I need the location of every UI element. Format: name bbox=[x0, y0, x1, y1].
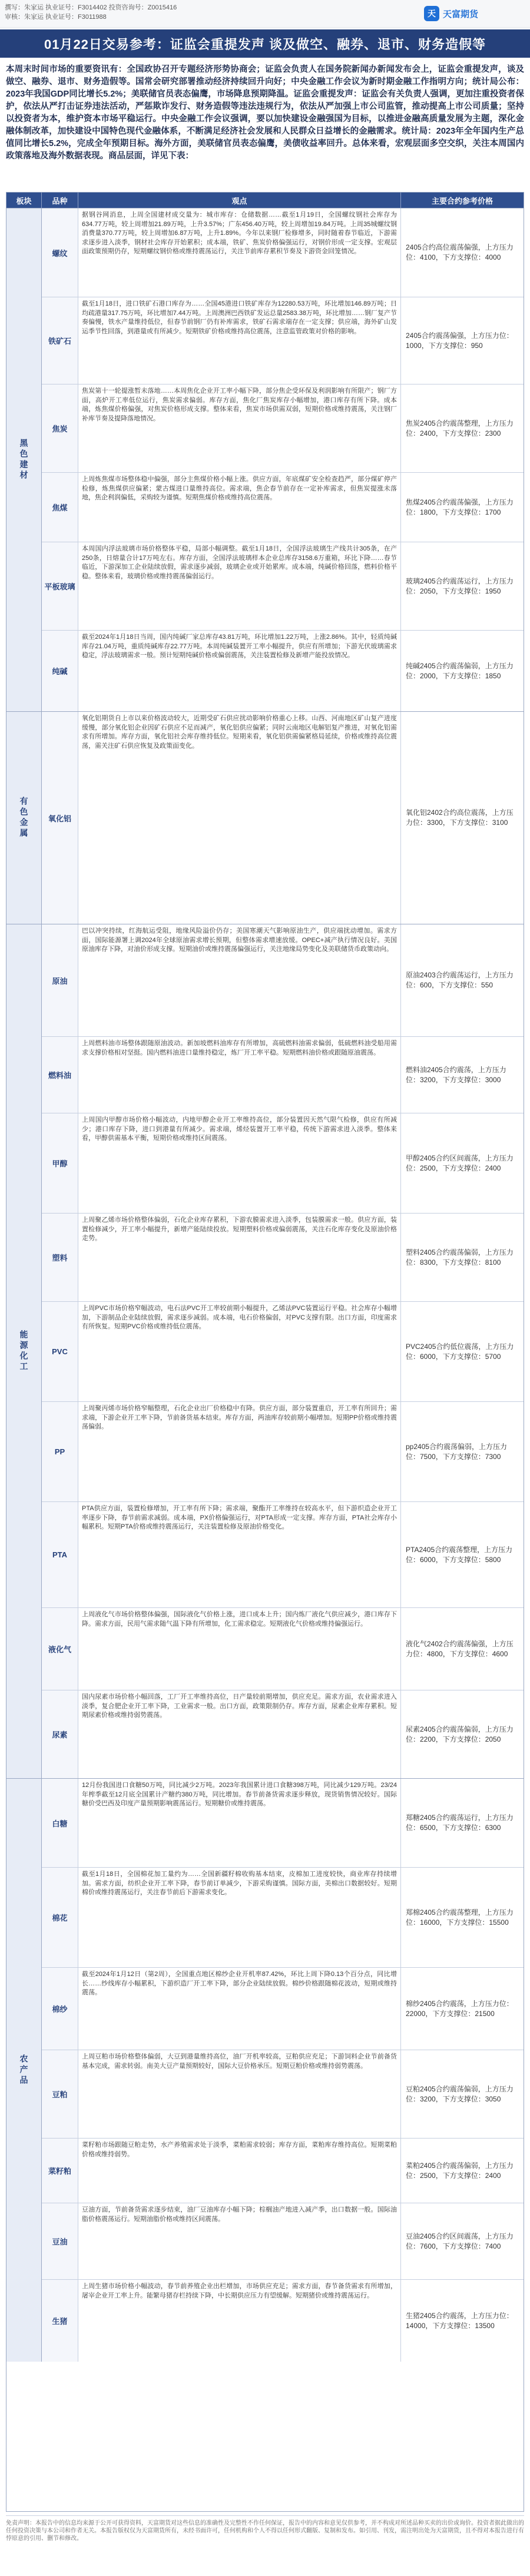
commodity-name: 液化气 bbox=[42, 1608, 78, 1690]
table-row bbox=[42, 1401, 524, 1501]
commodity-table bbox=[6, 192, 524, 2512]
table-row bbox=[42, 384, 524, 472]
commodity-price-reference: 甲醇2405合约区间震荡，上方压力位：2500，下方支撑位：2400 bbox=[406, 1153, 514, 1172]
commodity-name: 甲醇 bbox=[42, 1113, 78, 1213]
commodity-name: 燃料油 bbox=[42, 1037, 78, 1113]
credential-line-2: 审核：朱家运 执业证号：F3011988 bbox=[5, 14, 107, 21]
commodity-price-reference: 焦炭2405合约震荡整理，上方压力位：2400，下方支撑位：2300 bbox=[406, 419, 514, 437]
commodity-view: 巴以冲突持续，红海航运受阻，地缘风险溢价仍存；美国寒潮天气影响原油生产，供应端扰动增加。需求方面，国际能源署上调2024年全球原油需求增长预期，但整体需求增速放缓。OPEC+减产执行情况良好。美国原油库存下降，对油价形成支撑。短期油价或维持震荡偏强运行，关注地缘局势变化及美联储货币政策动向。 bbox=[78, 924, 401, 1036]
header-sector: 板块 bbox=[6, 193, 42, 208]
logo-mark-icon: 天 bbox=[424, 6, 439, 21]
header-item: 品种 bbox=[42, 193, 78, 208]
table-row bbox=[42, 2279, 524, 2362]
commodity-name: 焦炭 bbox=[42, 384, 78, 472]
commodity-price-reference: PVC2405合约低位震荡，上方压力位：6000，下方支撑位：5700 bbox=[406, 1342, 514, 1361]
commodity-name: 原油 bbox=[42, 924, 78, 1036]
commodity-view: 截至2024年1月18日当周，国内纯碱厂家总库存43.81万吨，环比增加1.22万吨，上涨2.86%。其中，轻质纯碱库存21.04万吨，重质纯碱库存22.77万吨。本周纯碱装置开工率小幅提升，供应有所增加；下游光伏玻璃需求稳定，浮法玻璃需求一般。预计短期纯碱价格或偏弱震荡，关注装置检修及新增产能投放情况。 bbox=[78, 631, 401, 711]
commodity-view: 菜籽粕市场跟随豆粕走势，水产养殖需求处于淡季，菜粕需求较弱；库存方面，菜粕库存维持高位。短期菜粕价格或维持弱势。 bbox=[78, 2139, 401, 2203]
commodity-view: 上周聚乙烯市场价格整体偏弱，石化企业库存累积，下游农膜需求进入淡季，包装膜需求一般。供应方面，装置检修减少，开工率小幅提升，新增产能陆续投放。短期塑料价格或偏弱震荡，关注石化库存变化及原油价格走势。 bbox=[78, 1214, 401, 1301]
header-view: 观点 bbox=[78, 193, 401, 208]
table-row bbox=[42, 1967, 524, 2050]
commodity-price-reference: 豆油2405合约区间震荡，上方压力位：7600，下方支撑位：7400 bbox=[406, 2232, 514, 2250]
commodity-price-reference: PTA2405合约震荡整理，上方压力位：6000，下方支撑位：5800 bbox=[406, 1545, 513, 1564]
commodity-name: 塑料 bbox=[42, 1214, 78, 1301]
commodity-price-reference: 燃料油2405合约震荡，上方压力位：3200，下方支撑位：3000 bbox=[406, 1065, 506, 1084]
commodity-price-reference: 塑料2405合约震荡偏弱，上方压力位：8300，下方支撑位：8100 bbox=[406, 1248, 514, 1267]
commodity-name: PVC bbox=[42, 1302, 78, 1401]
commodity-name: 白糖 bbox=[42, 1779, 78, 1867]
table-row bbox=[42, 1607, 524, 1690]
commodity-view: 上周聚丙烯市场价格窄幅整理，石化企业出厂价格稳中有降。供应方面，部分装置重启，开工率有所回升；需求端，下游企业开工率下降，节前备货基本结束。库存方面，两油库存较前期小幅增加。短期PP价格或维持震荡偏弱。 bbox=[78, 1402, 401, 1501]
commodity-view: 上周燃料油市场整体跟随原油波动。新加坡燃料油库存有所增加，高硫燃料油需求偏弱，低硫燃料油受船用需求支撑价格相对坚挺。国内燃料油进口量维持稳定，炼厂开工率平稳。短期燃料油价格或跟随原油震荡。 bbox=[78, 1037, 401, 1113]
commodity-price-reference: 原油2403合约震荡运行，上方压力位：600，下方支撑位：550 bbox=[406, 971, 514, 989]
table-row bbox=[42, 2203, 524, 2279]
table-row bbox=[42, 1501, 524, 1607]
commodity-name: 生猪 bbox=[42, 2280, 78, 2362]
commodity-name: 棉纱 bbox=[42, 1968, 78, 2050]
commodity-view: 截至1月18日，全国棉花加工量约为……全国新疆籽棉收购基本结束，皮棉加工进度较快，商业库存持续增加。需求方面，纺织企业开工率下降，春节前订单减少，下游采购谨慎。国际方面，美棉出口数据较好。短期棉价或维持震荡运行，关注春节前后下游需求变化。 bbox=[78, 1868, 401, 1967]
table-row bbox=[42, 2050, 524, 2138]
commodity-name: 螺纹 bbox=[42, 208, 78, 297]
commodity-view: 上周国内甲醇市场价格小幅波动，内地甲醇企业开工率维持高位，部分装置因天然气限气检修，供应有所减少；港口库存下降，进口到港量有所减少。需求端，烯烃装置开工率平稳，传统下游需求进入淡季。整体来看，甲醇供需基本平衡，短期价格或维持区间震荡。 bbox=[78, 1113, 401, 1213]
commodity-name: 菜籽粕 bbox=[42, 2139, 78, 2203]
commodity-price-reference: 氧化铝2402合约高位震荡，上方压力位：3300，下方支撑位：3100 bbox=[406, 808, 514, 827]
table-row bbox=[42, 1213, 524, 1301]
table-row bbox=[42, 2138, 524, 2203]
table-header bbox=[6, 193, 524, 208]
commodity-price-reference: 尿素2405合约震荡偏弱，上方压力位：2200，下方支撑位：2050 bbox=[406, 1725, 514, 1743]
commodity-name: 平板玻璃 bbox=[42, 542, 78, 630]
sector-label: 能源化工 bbox=[6, 924, 42, 1778]
commodity-name: 氧化铝 bbox=[42, 712, 78, 924]
commodity-name: PTA bbox=[42, 1502, 78, 1607]
sector-label: 农产品 bbox=[6, 1779, 42, 2362]
commodity-view: 国内尿素市场价格小幅回落，工厂开工率维持高位，日产量较前期增加，供应充足。需求方面，农业需求进入淡季，复合肥企业开工率下降，工业需求一般。出口方面，政策限制仍存。库存方面，尿素企业库存累积。短期尿素价格或维持弱势震荡。 bbox=[78, 1690, 401, 1778]
sector-label: 黑色建材 bbox=[6, 208, 42, 711]
commodity-name: 铁矿石 bbox=[42, 297, 78, 384]
table-row bbox=[42, 208, 524, 297]
disclaimer: 免责声明：本报告中的信息均来源于公开可获得资料，天富期货对这些信息的准确性及完整性不作任何保证，报告中的内容和意见仅供参考，并不构成对所述品种买卖的出价或询价。投资者据此做出的任何投资决策与本公司和作者无关。本报告版权仅为天富期货所有，未经书面许可，任何机构和个人不得以任何形式翻版、复制和发布。如引用、刊发，需注明出处为天富期货，且不得对本报告进行有悖原意的引用、删节和修改。 bbox=[6, 2515, 524, 2572]
intro-paragraph: 本周末时间市场的重要资讯有：全国政协召开专题经济形势协商会；证监会负责人在国务院新闻办新闻发布会上，证监会重提发声，谈及做空、融券、退市、财务造假等。国常会研究部署推动经济持续回升向好；中央金融工作会议为新时期金融工作指明方向；统计局公布：2023年我国GDP同比增长5.2%；美联储官员表态偏鹰，市场降息预期降温。证监会重提发声：证监会有关负责人强调，更加注重投资者保护，依法从严打击证券违法活动，严惩欺诈发行、财务造假等违法违规行为，依法从严加强上市公司监管，推动提高上市公司质量；坚持以投资者为本，维护资本市场平稳运行。中央金融工作会议强调，要以加快建设金融强国为目标，以推进金融高质量发展为主题，深化金融体制改革，加快建设中国特色现代金融体系，不断满足经济社会发展和人民群众日益增长的金融需求。统计局：2023年全年国内生产总值同比增长5.2%，完成全年预期目标。海外方面，美联储官员表态偏鹰，美债收益率回升。总体来看，宏观层面多空交织，关注本周国内政策落地及海外数据表现。商品层面，详见下表： bbox=[6, 65, 524, 161]
table-row bbox=[42, 1867, 524, 1967]
table-row bbox=[42, 712, 524, 924]
commodity-view: 氧化铝期货自上市以来价格波动较大，近期受矿石供应扰动影响价格重心上移。山西、河南地区矿山复产进度缓慢，部分氧化铝企业因矿石供应不足而减产，氧化铝供应偏紧；同时云南地区电解铝复产推进，对氧化铝需求有所增加。库存方面，氧化铝社会库存维持低位。短期来看，氧化铝供需偏紧格局延续，价格或维持高位震荡，需关注矿石供应恢复及政策面变化。 bbox=[78, 712, 401, 924]
logo-text: 天富期货 bbox=[443, 9, 479, 19]
sector-rows bbox=[42, 924, 524, 1778]
commodity-price-reference: 生猪2405合约震荡，上方压力位：14000，下方支撑位：13500 bbox=[406, 2311, 514, 2330]
commodity-name: 焦煤 bbox=[42, 473, 78, 542]
table-row bbox=[42, 542, 524, 630]
commodity-view: 本周国内浮法玻璃市场价格整体平稳，局部小幅调整。截至1月18日，全国浮法玻璃生产线共计305条，在产250条，日熔量合计17万吨左右。库存方面，全国浮法玻璃样本企业总库存3158.6万重箱，环比下降……春节临近，下游深加工企业陆续放假，需求逐步减弱，玻璃企业或开始累库。成本端，纯碱价格回落，燃料价格平稳。整体来看，玻璃价格或维持震荡偏弱运行。 bbox=[78, 542, 401, 630]
commodity-view: 豆油方面，节前备货需求逐步结束，油厂豆油库存小幅下降；棕榈油产地进入减产季，出口数据一般。国际油脂价格震荡运行。短期油脂价格或维持区间震荡。 bbox=[78, 2203, 401, 2279]
table-row bbox=[42, 924, 524, 1036]
commodity-view: 12月份我国进口食糖50万吨，同比减少2万吨。2023年我国累计进口食糖398万吨，同比减少129万吨。23/24年榨季截至12月底全国累计产糖约380万吨，同比增加。春节前备货需求逐步释放，现货销售情况较好。国际糖价受巴西及印度产量预期影响震荡运行。短期糖价或维持震荡。 bbox=[78, 1779, 401, 1867]
commodity-price-reference: 郑棉2405合约震荡整理，上方压力位：16000，下方支撑位：15500 bbox=[406, 1908, 514, 1927]
sector-rows bbox=[42, 1779, 524, 2362]
commodity-price-reference: pp2405合约震荡偏弱，上方压力位：7500，下方支撑位：7300 bbox=[406, 1442, 508, 1461]
commodity-view: 据钢谷网消息，上周全国建材成交量为：城市库存：仓储数据……截至1月19日，全国螺纹钢社会库存为634.77万吨，较上周增加21.89万吨，上升3.57%；广东456.40万吨，较上周增加19.84万吨。上周35城螺纹钢消费量370.77万吨，较上周增加6.87万吨，上升1.89%。今年以来钢厂检修增多，同时随着春节临近，下游需求逐步进入淡季，钢材社会库存开始累积；成本端，铁矿、焦炭价格偏强运行，对钢价形成一定支撑。宏观层面政策预期仍存，短期螺纹钢价格或维持震荡运行，关注节前库存累积节奏及下游资金回笼情况。 bbox=[78, 208, 401, 297]
commodity-view: 截至2024年1月12日（第2周），全国重点地区棉纱企业开机率87.42%，环比上周下降0.13个百分点，同比增长……纱线库存小幅累积，下游织造厂开工率下降，部分企业陆续放假。棉纱价格跟随棉花波动，短期或维持震荡。 bbox=[78, 1968, 401, 2050]
sector-block bbox=[6, 208, 524, 711]
commodity-price-reference: 菜粕2405合约震荡偏弱，上方压力位：2500，下方支撑位：2400 bbox=[406, 2161, 514, 2180]
table-row bbox=[42, 297, 524, 384]
commodity-view: 上周生猪市场价格小幅波动，春节前养殖企业出栏增加，市场供应充足；需求方面，春节备货需求有所增加，屠宰企业开工率上升。能繁母猪存栏持续下降，中长期供应压力有望缓解。短期猪价或维持震荡运行。 bbox=[78, 2280, 401, 2362]
commodity-price-reference: 纯碱2405合约震荡偏弱，上方压力位：2000，下方支撑位：1850 bbox=[406, 661, 514, 680]
sector-block bbox=[6, 924, 524, 1778]
commodity-view: 焦炭第十一轮提涨暂未落地……本周焦化企业开工率小幅下降，部分焦企受环保及利润影响有所限产；钢厂方面，高炉开工率低位运行，焦炭需求偏弱。库存方面，焦化厂焦炭库存小幅增加，港口库存有所下降。成本端，炼焦煤价格偏强，对焦炭价格形成支撑。整体来看，焦炭市场供需双弱，短期价格或维持震荡，关注钢厂补库节奏及提降落地情况。 bbox=[78, 384, 401, 472]
commodity-price-reference: 2405合约高位震荡偏强，上方压力位：4100，下方支撑位：4000 bbox=[406, 243, 514, 261]
sector-label: 有色金属 bbox=[6, 712, 42, 924]
commodity-view: 截至1月18日，进口铁矿石港口库存为……全国45港进口铁矿库存为12280.53万吨，环比增加146.89万吨；日均疏港量317.75万吨，环比增加7.44万吨。上周澳洲巴西铁矿发运总量2583.38万吨，环比增加……钢厂复产节奏偏慢，铁水产量维持低位，但春节前钢厂仍有补库需求，铁矿石需求端存在一定支撑；供应端，海外矿山发运季节性回落，到港量或有所减少。短期铁矿价格或维持高位震荡，注意监管政策对价格的影响。 bbox=[78, 297, 401, 384]
table-body bbox=[6, 208, 524, 2362]
credential-line-1: 撰写：朱家运 执业证号：F3014402 投资咨询号：Z0015416 bbox=[5, 4, 177, 11]
table-row bbox=[42, 630, 524, 711]
sector-rows bbox=[42, 712, 524, 924]
sector-block bbox=[6, 1778, 524, 2362]
commodity-price-reference: 焦煤2405合约震荡偏强，上方压力位：1800，下方支撑位：1700 bbox=[406, 498, 514, 516]
commodity-view: 上周炼焦煤市场整体稳中偏强，部分主焦煤价格小幅上涨。供应方面，年底煤矿安全检查趋严，部分煤矿停产检修，炼焦煤供应偏紧；蒙古煤进口量维持高位。需求端，焦企春节前存在一定补库需求，但焦炭提涨未落地，焦企利润偏低，采购较为谨慎。短期焦煤价格或维持高位震荡。 bbox=[78, 473, 401, 542]
table-row bbox=[42, 472, 524, 542]
sector-rows bbox=[42, 208, 524, 711]
table-row bbox=[42, 1036, 524, 1113]
commodity-name: 棉花 bbox=[42, 1868, 78, 1967]
table-row bbox=[42, 1113, 524, 1213]
commodity-price-reference: 豆粕2405合约震荡偏弱，上方压力位：3200，下方支撑位：3050 bbox=[406, 2084, 514, 2103]
commodity-price-reference: 玻璃2405合约震荡运行，上方压力位：2050，下方支撑位：1950 bbox=[406, 576, 514, 595]
company-logo bbox=[424, 4, 524, 24]
commodity-name: 纯碱 bbox=[42, 631, 78, 711]
commodity-price-reference: 棉纱2405合约震荡，上方压力位：22000，下方支撑位：21500 bbox=[406, 1999, 514, 2018]
table-row bbox=[42, 1779, 524, 1867]
commodity-view: 上周豆粕市场价格整体偏弱，大豆到港量维持高位，油厂开机率较高，豆粕供应充足；下游饲料企业节前备货基本完成，需求转弱。南美大豆产量预期较好，国际大豆价格承压。短期豆粕价格或维持弱势震荡。 bbox=[78, 2050, 401, 2138]
commodity-name: 豆粕 bbox=[42, 2050, 78, 2138]
commodity-view: 上周液化气市场价格整体偏强，国际液化气价格上涨，进口成本上升；国内炼厂液化气供应减少，港口库存下降。需求方面，民用气需求随气温下降有所增加，化工需求稳定。短期液化气价格或维持偏强运行。 bbox=[78, 1608, 401, 1690]
commodity-view: 上周PVC市场价格窄幅波动，电石法PVC开工率较前期小幅提升，乙烯法PVC装置运行平稳。社会库存小幅增加，下游制品企业陆续放假，需求逐步减弱。成本端，电石价格偏弱，对PVC支撑有限。出口方面，印度需求有所恢复。短期PVC价格或维持低位震荡。 bbox=[78, 1302, 401, 1401]
table-row bbox=[42, 1301, 524, 1401]
commodity-price-reference: 2405合约震荡偏强，上方压力位：1000，下方支撑位：950 bbox=[406, 331, 514, 350]
top-bar bbox=[0, 0, 530, 28]
commodity-name: PP bbox=[42, 1402, 78, 1501]
sector-block bbox=[6, 711, 524, 924]
commodity-name: 豆油 bbox=[42, 2203, 78, 2279]
commodity-price-reference: 液化气2402合约震荡偏强，上方压力位：4800，下方支撑位：4600 bbox=[406, 1639, 514, 1658]
commodity-view: PTA供应方面，装置检修增加，开工率有所下降；需求端，聚酯开工率维持在较高水平，但下游织造企业开工率逐步下降，春节前需求减弱。成本端，PX价格偏强运行，对PTA形成一定支撑。库存方面，PTA社会库存小幅累积。短期PTA价格或维持震荡运行，关注装置检修及原油价格变化。 bbox=[78, 1502, 401, 1607]
commodity-name: 尿素 bbox=[42, 1690, 78, 1778]
header-price: 主要合约参考价格 bbox=[431, 196, 493, 205]
commodity-price-reference: 郑糖2405合约震荡运行，上方压力位：6500，下方支撑位：6300 bbox=[406, 1814, 514, 1832]
report-title: 01月22日交易参考：证监会重提发声 谈及做空、融券、退市、财务造假等 bbox=[0, 29, 530, 58]
table-row bbox=[42, 1690, 524, 1778]
